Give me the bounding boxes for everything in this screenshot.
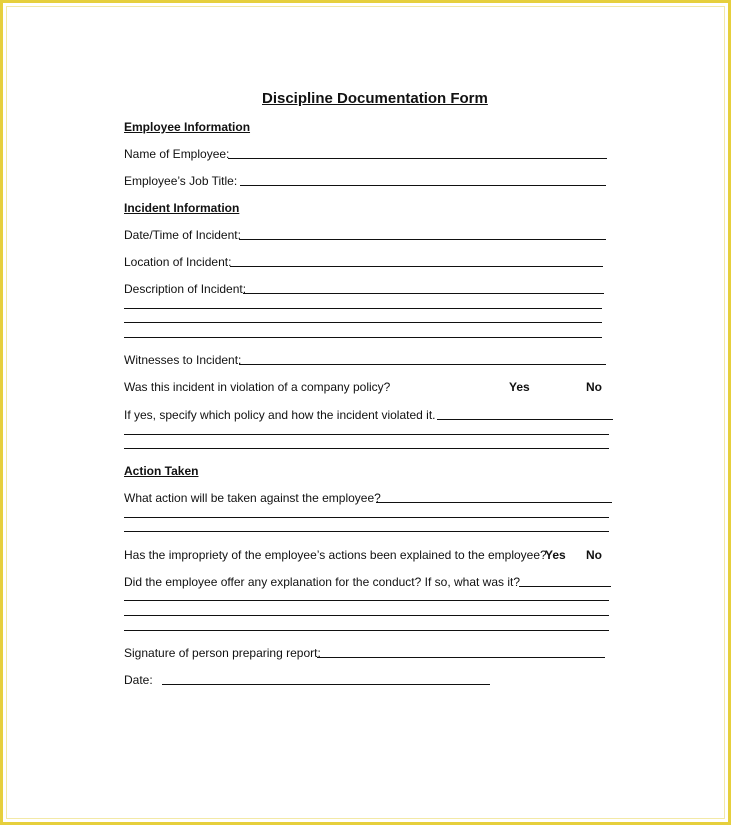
action-line[interactable] — [124, 517, 609, 518]
job-title-field[interactable] — [240, 185, 606, 186]
job-title-label: Employee’s Job Title: — [124, 174, 238, 188]
signature-field[interactable] — [317, 657, 605, 658]
policy-specify-line[interactable] — [124, 434, 609, 435]
explained-question: Has the impropriety of the employee’s actions been explained to the employee? — [124, 548, 547, 562]
action-line[interactable] — [124, 531, 609, 532]
incident-datetime-label: Date/Time of Incident: — [124, 228, 241, 242]
incident-description-field[interactable] — [243, 293, 604, 294]
explanation-line[interactable] — [124, 600, 609, 601]
action-section-heading: Action Taken — [124, 464, 199, 478]
incident-location-field[interactable] — [230, 266, 603, 267]
employee-name-field[interactable] — [228, 158, 607, 159]
date-label: Date: — [124, 673, 153, 687]
action-field[interactable] — [376, 502, 612, 503]
employee-section-heading: Employee Information — [124, 120, 251, 134]
incident-description-line[interactable] — [124, 337, 602, 338]
explanation-field[interactable] — [519, 586, 611, 587]
explained-yes-option[interactable]: Yes — [545, 548, 566, 562]
incident-section-heading: Incident Information — [124, 201, 240, 215]
witnesses-field[interactable] — [239, 364, 606, 365]
employee-name-label: Name of Employee: — [124, 147, 230, 161]
incident-datetime-field[interactable] — [239, 239, 606, 240]
witnesses-label: Witnesses to Incident: — [124, 353, 242, 367]
explanation-line[interactable] — [124, 615, 609, 616]
explained-no-option[interactable]: No — [586, 548, 602, 562]
policy-no-option[interactable]: No — [586, 380, 602, 394]
action-label: What action will be taken against the employee? — [124, 491, 381, 505]
signature-label: Signature of person preparing report: — [124, 646, 321, 660]
form-title: Discipline Documentation Form — [262, 90, 488, 107]
explanation-label: Did the employee offer any explanation for the conduct? If so, what was it? — [124, 575, 521, 589]
policy-violation-question: Was this incident in violation of a company policy? — [124, 380, 391, 394]
date-field[interactable] — [162, 684, 490, 685]
policy-specify-line[interactable] — [124, 448, 609, 449]
incident-description-line[interactable] — [124, 308, 602, 309]
incident-description-line[interactable] — [124, 322, 602, 323]
policy-yes-option[interactable]: Yes — [509, 380, 530, 394]
incident-description-label: Description of Incident: — [124, 282, 247, 296]
policy-specify-label: If yes, specify which policy and how the incident violated it. — [124, 408, 436, 422]
policy-specify-field[interactable] — [437, 419, 613, 420]
incident-location-label: Location of Incident: — [124, 255, 232, 269]
explanation-line[interactable] — [124, 630, 609, 631]
